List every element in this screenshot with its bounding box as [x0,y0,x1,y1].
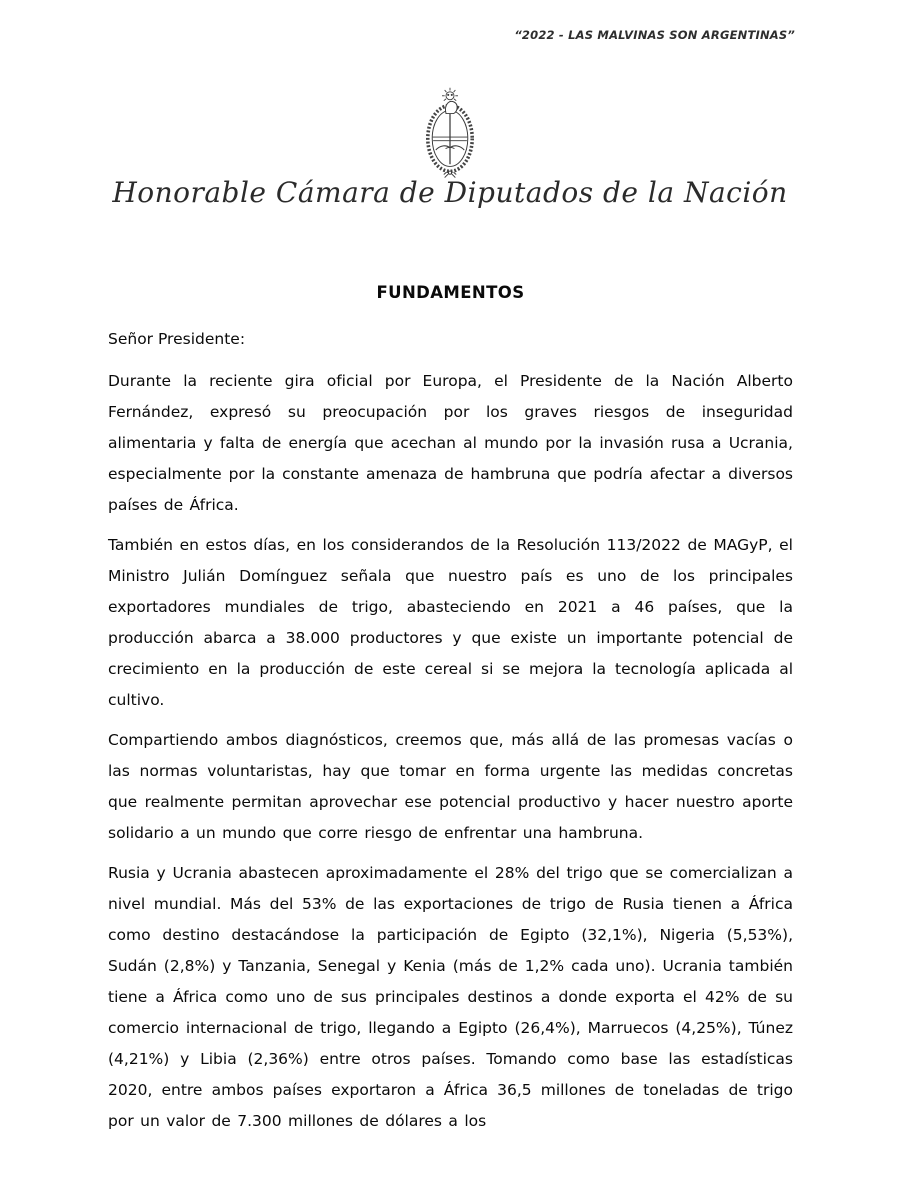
body-paragraph: Rusia y Ucrania abastecen aproximadamente el 28% del trigo que se comercializan a nivel mundial. Más del 53% de las exportaciones de trigo de Rusia tienen a África como destino destacándose la participación de Egipto (32,1%), Nigeria (5,53%), Sudán (2,8%) y Tanzania, Senegal y Kenia (más de 1,2% cada uno). Ucrania también tiene a África como uno de sus principales destinos a donde exporta el 42% de su comercio internacional de trigo, llegando a Egipto (26,4%), Marruecos (4,25%), Túnez (4,21%) y Libia (2,36%) entre otros países. Tomando como base las estadísticas 2020, entre ambos países exportaron a África 36,5 millones de toneladas de trigo por un valor de 7.300 millones de dólares a los [108,864,793,1130]
salutation: Señor Presidente: [108,330,246,348]
body-paragraph: Compartiendo ambos diagnósticos, creemos que, más allá de las promesas vacías o las normas voluntaristas, hay que tomar en forma urgente las medidas concretas que realmente permitan aprovechar ese potencial productivo y hacer nuestro aporte solidario a un mundo que corre riesgo de enfrentar una hambruna. [108,731,793,842]
argentina-coat-of-arms-icon [410,86,490,182]
body-paragraph: Durante la reciente gira oficial por Europa, el Presidente de la Nación Alberto Fernández, expresó su preocupación por los graves riesgos de inseguridad alimentaria y falta de energía que acechan al mundo por la invasión rusa a Ucrania, especialmente por la constante amenaza de hambruna que podría afectar a diversos países de África. [108,372,793,514]
body-paragraph: También en estos días, en los considerandos de la Resolución 113/2022 de MAGyP, el Ministro Julián Domínguez señala que nuestro país es uno de los principales exportadores mundiales de trigo, abasteciendo en 2021 a 46 países, que la producción abarca a 38.000 productores y que existe un importante potencial de crecimiento en la producción de este cereal si se mejora la tecnología aplicada al cultivo. [108,536,793,709]
document-section-title: FUNDAMENTOS [376,283,525,302]
institution-title: Honorable Cámara de Diputados de la Nación [112,176,788,209]
document-body [108,283,793,1146]
header-motto: “2022 - LAS MALVINAS SON ARGENTINAS” [514,28,795,42]
